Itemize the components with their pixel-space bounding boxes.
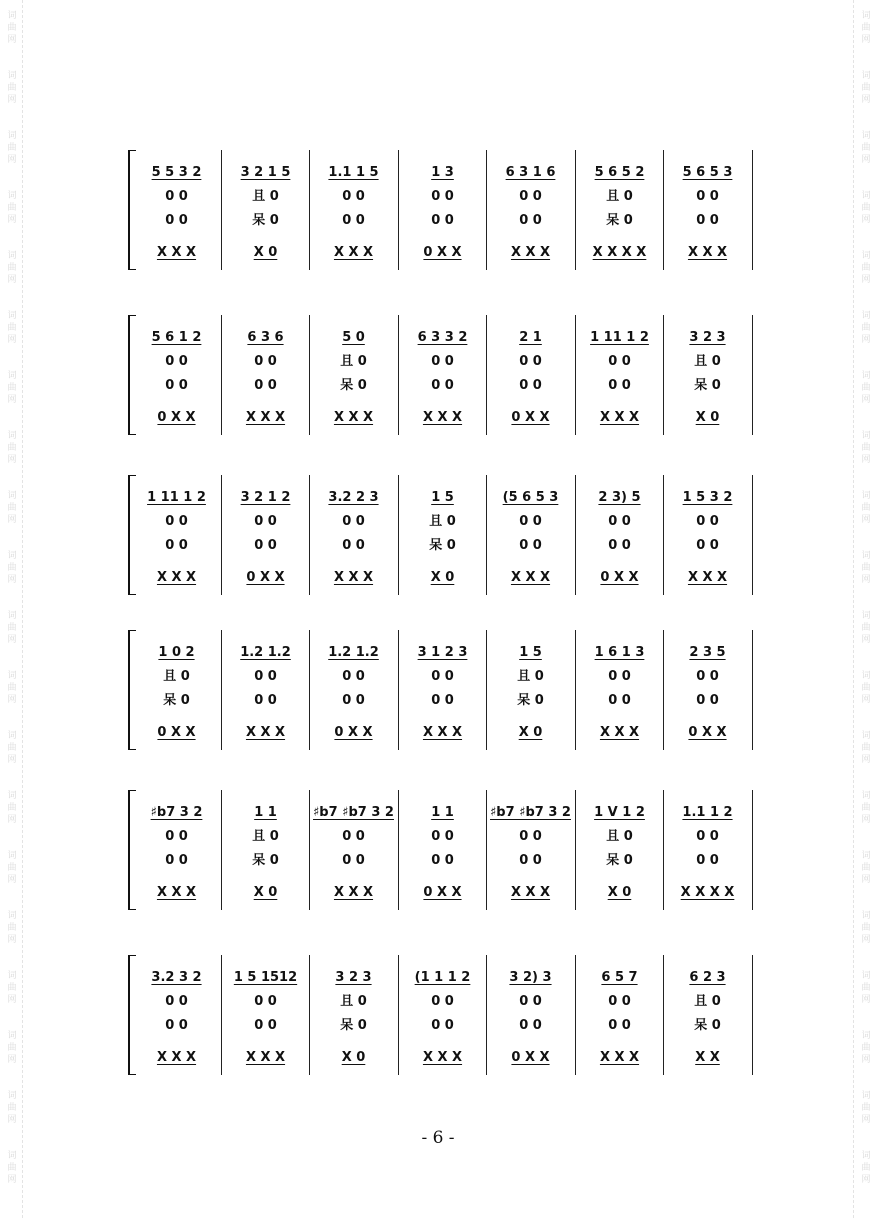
- notation-cell: 5 6 5 2: [594, 165, 645, 180]
- part-row-1: [132, 186, 752, 208]
- notation-cell: 1 V 1 2: [594, 805, 645, 820]
- watermark-text: 词 曲 网: [861, 851, 871, 885]
- notation-cell: 1 5 3 2: [682, 490, 733, 505]
- notation-cell: 3 2) 3: [509, 970, 552, 985]
- part-row-1: [132, 666, 752, 688]
- notation-cell: ♯b7 ♯b7 3 2: [490, 805, 571, 820]
- notation-cell: 0 0: [608, 1018, 631, 1033]
- left-margin-watermark: [0, 0, 23, 1218]
- melody-row: [132, 967, 752, 989]
- notation-cell: X 0: [430, 570, 455, 585]
- notation-cell: X 0: [253, 885, 278, 900]
- notation-cell: 1 11 1 2: [147, 490, 206, 505]
- notation-cell: 0 0: [608, 693, 631, 708]
- barline: [752, 475, 753, 595]
- percussion-row: [132, 242, 752, 264]
- notation-cell: 0 0: [342, 829, 365, 844]
- notation-cell: 3.2 3 2: [151, 970, 202, 985]
- notation-cell: 0 0: [254, 354, 277, 369]
- watermark-text: 词 曲 网: [861, 1031, 871, 1065]
- notation-cell: 0 0: [519, 994, 542, 1009]
- notation-cell: 0 0: [696, 693, 719, 708]
- watermark-text: 词 曲 网: [861, 431, 871, 465]
- notation-cell: 0 0: [342, 213, 365, 228]
- notation-cell: 0 0: [431, 1018, 454, 1033]
- percussion-row: [132, 407, 752, 429]
- part-row-1: [132, 351, 752, 373]
- watermark-text: 词 曲 网: [7, 131, 17, 165]
- watermark-text: 词 曲 网: [7, 671, 17, 705]
- notation-cell: 0 X X: [600, 570, 639, 585]
- melody-row: [132, 642, 752, 664]
- notation-cell: 3 1 2 3: [417, 645, 468, 660]
- notation-cell: 1 5: [431, 490, 454, 505]
- notation-cell: 6 3 1 6: [505, 165, 556, 180]
- notation-cell: 2 1: [519, 330, 542, 345]
- notation-cell: 0 0: [519, 538, 542, 553]
- watermark-text: 词 曲 网: [861, 11, 871, 45]
- notation-cell: 且 0: [340, 994, 367, 1009]
- notation-cell: 0 0: [519, 1018, 542, 1033]
- watermark-text: 词 曲 网: [7, 911, 17, 945]
- watermark-text: 词 曲 网: [7, 791, 17, 825]
- part-row-2: [132, 1015, 752, 1037]
- notation-cell: X 0: [695, 410, 720, 425]
- notation-cell: 0 0: [165, 514, 188, 529]
- notation-cell: 6 3 3 2: [417, 330, 468, 345]
- notation-cell: 0 0: [519, 514, 542, 529]
- notation-cell: 1.1 1 2: [682, 805, 733, 820]
- notation-cell: 0 0: [342, 669, 365, 684]
- watermark-text: 词 曲 网: [861, 671, 871, 705]
- notation-cell: 且 0: [606, 189, 633, 204]
- notation-cell: 0 0: [165, 994, 188, 1009]
- notation-cell: 呆 0: [517, 693, 544, 708]
- notation-cell: 6 2 3: [689, 970, 726, 985]
- watermark-text: 词 曲 网: [7, 1151, 17, 1185]
- notation-cell: ♯b7 ♯b7 3 2: [313, 805, 394, 820]
- watermark-text: 词 曲 网: [7, 11, 17, 45]
- watermark-text: 词 曲 网: [861, 551, 871, 585]
- notation-cell: 呆 0: [694, 378, 721, 393]
- notation-cell: 0 0: [342, 693, 365, 708]
- notation-cell: 0 0: [696, 669, 719, 684]
- right-margin-watermark: [853, 0, 876, 1218]
- notation-cell: 0 0: [431, 693, 454, 708]
- notation-cell: 0 0: [696, 514, 719, 529]
- notation-cell: 1 1: [254, 805, 277, 820]
- notation-cell: 0 X X: [157, 725, 196, 740]
- notation-cell: 5 6 1 2: [151, 330, 202, 345]
- notation-cell: 0 0: [254, 1018, 277, 1033]
- watermark-text: 词 曲 网: [861, 131, 871, 165]
- melody-row: [132, 802, 752, 824]
- notation-cell: 3 2 3: [689, 330, 726, 345]
- barline: [752, 790, 753, 910]
- notation-cell: 1 1: [431, 805, 454, 820]
- watermark-text: 词 曲 网: [861, 311, 871, 345]
- notation-cell: 呆 0: [429, 538, 456, 553]
- notation-cell: 0 X X: [688, 725, 727, 740]
- notation-cell: X X X X: [680, 885, 735, 900]
- notation-cell: 5 0: [342, 330, 365, 345]
- notation-cell: X 0: [341, 1050, 366, 1065]
- notation-cell: 0 0: [608, 354, 631, 369]
- watermark-text: 词 曲 网: [861, 611, 871, 645]
- notation-cell: 0 0: [342, 189, 365, 204]
- notation-cell: 0 0: [519, 829, 542, 844]
- watermark-text: 词 曲 网: [861, 251, 871, 285]
- notation-cell: 且 0: [163, 669, 190, 684]
- notation-cell: 且 0: [517, 669, 544, 684]
- notation-cell: 0 0: [431, 829, 454, 844]
- barline: [752, 315, 753, 435]
- melody-row: [132, 487, 752, 509]
- watermark-text: 词 曲 网: [7, 971, 17, 1005]
- watermark-text: 词 曲 网: [861, 71, 871, 105]
- notation-cell: 0 0: [254, 994, 277, 1009]
- notation-cell: 呆 0: [606, 213, 633, 228]
- notation-cell: 0 0: [608, 514, 631, 529]
- melody-row: [132, 162, 752, 184]
- notation-cell: 2 3 5: [689, 645, 726, 660]
- notation-cell: 0 0: [165, 354, 188, 369]
- notation-cell: 6 5 7: [601, 970, 638, 985]
- watermark-text: 词 曲 网: [861, 491, 871, 525]
- notation-cell: 0 0: [254, 669, 277, 684]
- notation-cell: 3.2 2 3: [328, 490, 379, 505]
- part-row-2: [132, 535, 752, 557]
- notation-cell: 0 0: [165, 538, 188, 553]
- notation-cell: 1.2 1.2: [328, 645, 379, 660]
- notation-cell: 5 6 5 3: [682, 165, 733, 180]
- percussion-row: [132, 882, 752, 904]
- notation-cell: 0 0: [254, 378, 277, 393]
- part-row-2: [132, 210, 752, 232]
- notation-cell: 0 0: [431, 213, 454, 228]
- part-row-1: [132, 511, 752, 533]
- percussion-row: [132, 567, 752, 589]
- notation-cell: 1 3: [431, 165, 454, 180]
- notation-cell: X X X: [599, 410, 640, 425]
- watermark-text: 词 曲 网: [7, 251, 17, 285]
- notation-cell: 呆 0: [340, 1018, 367, 1033]
- notation-cell: X X X: [422, 725, 463, 740]
- notation-cell: 0 0: [519, 378, 542, 393]
- notation-cell: 0 0: [696, 213, 719, 228]
- watermark-text: 词 曲 网: [861, 971, 871, 1005]
- notation-cell: X X X: [156, 570, 197, 585]
- notation-cell: 且 0: [429, 514, 456, 529]
- notation-cell: 且 0: [694, 994, 721, 1009]
- score-system-3: [132, 475, 752, 595]
- notation-cell: 5 5 3 2: [151, 165, 202, 180]
- notation-cell: 0 0: [342, 853, 365, 868]
- notation-cell: ♯b7 3 2: [150, 805, 203, 820]
- notation-cell: X X X: [510, 570, 551, 585]
- score-system-6: [132, 955, 752, 1075]
- notation-cell: 0 0: [165, 1018, 188, 1033]
- part-row-2: [132, 375, 752, 397]
- notation-cell: 0 X X: [511, 1050, 550, 1065]
- notation-cell: 0 0: [254, 693, 277, 708]
- notation-cell: 1.1 1 5: [328, 165, 379, 180]
- watermark-text: 词 曲 网: [7, 551, 17, 585]
- notation-cell: 呆 0: [606, 853, 633, 868]
- notation-cell: 1 6 1 3: [594, 645, 645, 660]
- notation-cell: 0 0: [519, 189, 542, 204]
- notation-cell: 0 0: [165, 213, 188, 228]
- notation-cell: 呆 0: [340, 378, 367, 393]
- watermark-text: 词 曲 网: [861, 191, 871, 225]
- notation-cell: X X X: [333, 410, 374, 425]
- notation-cell: X X X: [599, 1050, 640, 1065]
- watermark-text: 词 曲 网: [861, 731, 871, 765]
- notation-cell: 且 0: [340, 354, 367, 369]
- notation-cell: 1.2 1.2: [240, 645, 291, 660]
- notation-cell: 0 X X: [334, 725, 373, 740]
- notation-cell: X X X: [245, 410, 286, 425]
- notation-cell: 0 0: [431, 354, 454, 369]
- notation-cell: 2 3) 5: [598, 490, 641, 505]
- notation-cell: 1 0 2: [158, 645, 195, 660]
- notation-cell: 0 X X: [423, 245, 462, 260]
- notation-cell: 0 0: [519, 354, 542, 369]
- page-number: - 6 -: [421, 1128, 455, 1148]
- watermark-text: 词 曲 网: [7, 731, 17, 765]
- notation-cell: 0 0: [165, 853, 188, 868]
- watermark-text: 词 曲 网: [7, 371, 17, 405]
- percussion-row: [132, 1047, 752, 1069]
- notation-cell: 呆 0: [252, 853, 279, 868]
- notation-cell: 呆 0: [694, 1018, 721, 1033]
- part-row-2: [132, 850, 752, 872]
- notation-cell: 0 0: [519, 213, 542, 228]
- notation-cell: 0 0: [608, 994, 631, 1009]
- barline: [752, 955, 753, 1075]
- score-system-4: [132, 630, 752, 750]
- part-row-2: [132, 690, 752, 712]
- notation-cell: X X X: [333, 245, 374, 260]
- notation-cell: X X X: [156, 885, 197, 900]
- notation-cell: 0 X X: [423, 885, 462, 900]
- notation-cell: 且 0: [252, 829, 279, 844]
- notation-cell: X X X: [333, 570, 374, 585]
- notation-cell: X X X: [333, 885, 374, 900]
- watermark-text: 词 曲 网: [861, 1091, 871, 1125]
- watermark-text: 词 曲 网: [861, 1151, 871, 1185]
- notation-cell: 0 0: [608, 538, 631, 553]
- notation-cell: 1 11 1 2: [590, 330, 649, 345]
- notation-cell: 6 3 6: [247, 330, 284, 345]
- watermark-text: 词 曲 网: [7, 1031, 17, 1065]
- notation-cell: X X X: [156, 1050, 197, 1065]
- notation-cell: 0 0: [165, 378, 188, 393]
- notation-cell: X X X X: [592, 245, 647, 260]
- watermark-text: 词 曲 网: [861, 911, 871, 945]
- watermark-text: 词 曲 网: [7, 611, 17, 645]
- notation-cell: 0 0: [254, 514, 277, 529]
- barline: [752, 150, 753, 270]
- melody-row: [132, 327, 752, 349]
- part-row-1: [132, 826, 752, 848]
- percussion-row: [132, 722, 752, 744]
- notation-cell: X 0: [518, 725, 543, 740]
- watermark-text: 词 曲 网: [7, 431, 17, 465]
- notation-cell: 0 0: [165, 829, 188, 844]
- notation-cell: 0 X X: [157, 410, 196, 425]
- notation-cell: 1 5: [519, 645, 542, 660]
- notation-cell: 0 0: [431, 853, 454, 868]
- notation-cell: 3 2 3: [335, 970, 372, 985]
- notation-cell: X X X: [156, 245, 197, 260]
- notation-cell: 1 5 1512: [233, 970, 298, 985]
- watermark-text: 词 曲 网: [7, 491, 17, 525]
- notation-cell: 0 0: [431, 669, 454, 684]
- notation-cell: 0 0: [696, 829, 719, 844]
- notation-cell: 0 0: [696, 538, 719, 553]
- score-system-1: [132, 150, 752, 270]
- notation-cell: 0 0: [519, 853, 542, 868]
- part-row-1: [132, 991, 752, 1013]
- notation-cell: 0 X X: [246, 570, 285, 585]
- notation-cell: X X X: [422, 410, 463, 425]
- notation-cell: 0 0: [431, 994, 454, 1009]
- notation-cell: 0 0: [165, 189, 188, 204]
- watermark-text: 词 曲 网: [7, 311, 17, 345]
- notation-cell: X X X: [687, 245, 728, 260]
- watermark-text: 词 曲 网: [7, 851, 17, 885]
- notation-cell: 0 0: [431, 378, 454, 393]
- notation-cell: 3 2 1 5: [240, 165, 291, 180]
- notation-cell: 3 2 1 2: [240, 490, 291, 505]
- watermark-text: 词 曲 网: [7, 191, 17, 225]
- watermark-text: 词 曲 网: [861, 371, 871, 405]
- notation-cell: 0 0: [342, 514, 365, 529]
- score-system-2: [132, 315, 752, 435]
- notation-cell: X X X: [687, 570, 728, 585]
- watermark-text: 词 曲 网: [7, 1091, 17, 1125]
- watermark-text: 词 曲 网: [861, 791, 871, 825]
- notation-cell: 0 0: [608, 378, 631, 393]
- notation-cell: X X X: [510, 245, 551, 260]
- notation-cell: 呆 0: [163, 693, 190, 708]
- notation-cell: 0 0: [696, 189, 719, 204]
- watermark-text: 词 曲 网: [7, 71, 17, 105]
- notation-cell: X X X: [422, 1050, 463, 1065]
- notation-cell: (5 6 5 3: [502, 490, 559, 505]
- notation-cell: 0 0: [342, 538, 365, 553]
- notation-cell: 且 0: [252, 189, 279, 204]
- notation-cell: 0 0: [696, 853, 719, 868]
- notation-cell: X X X: [245, 725, 286, 740]
- notation-cell: X 0: [607, 885, 632, 900]
- notation-cell: 0 0: [608, 669, 631, 684]
- notation-cell: X X X: [599, 725, 640, 740]
- notation-cell: (1 1 1 2: [414, 970, 471, 985]
- notation-cell: X X: [695, 1050, 720, 1065]
- notation-cell: X 0: [253, 245, 278, 260]
- notation-cell: 0 0: [254, 538, 277, 553]
- notation-cell: 且 0: [606, 829, 633, 844]
- barline: [752, 630, 753, 750]
- score-system-5: [132, 790, 752, 910]
- notation-cell: 呆 0: [252, 213, 279, 228]
- notation-cell: 0 X X: [511, 410, 550, 425]
- notation-cell: 且 0: [694, 354, 721, 369]
- notation-cell: X X X: [510, 885, 551, 900]
- notation-cell: X X X: [245, 1050, 286, 1065]
- notation-cell: 0 0: [431, 189, 454, 204]
